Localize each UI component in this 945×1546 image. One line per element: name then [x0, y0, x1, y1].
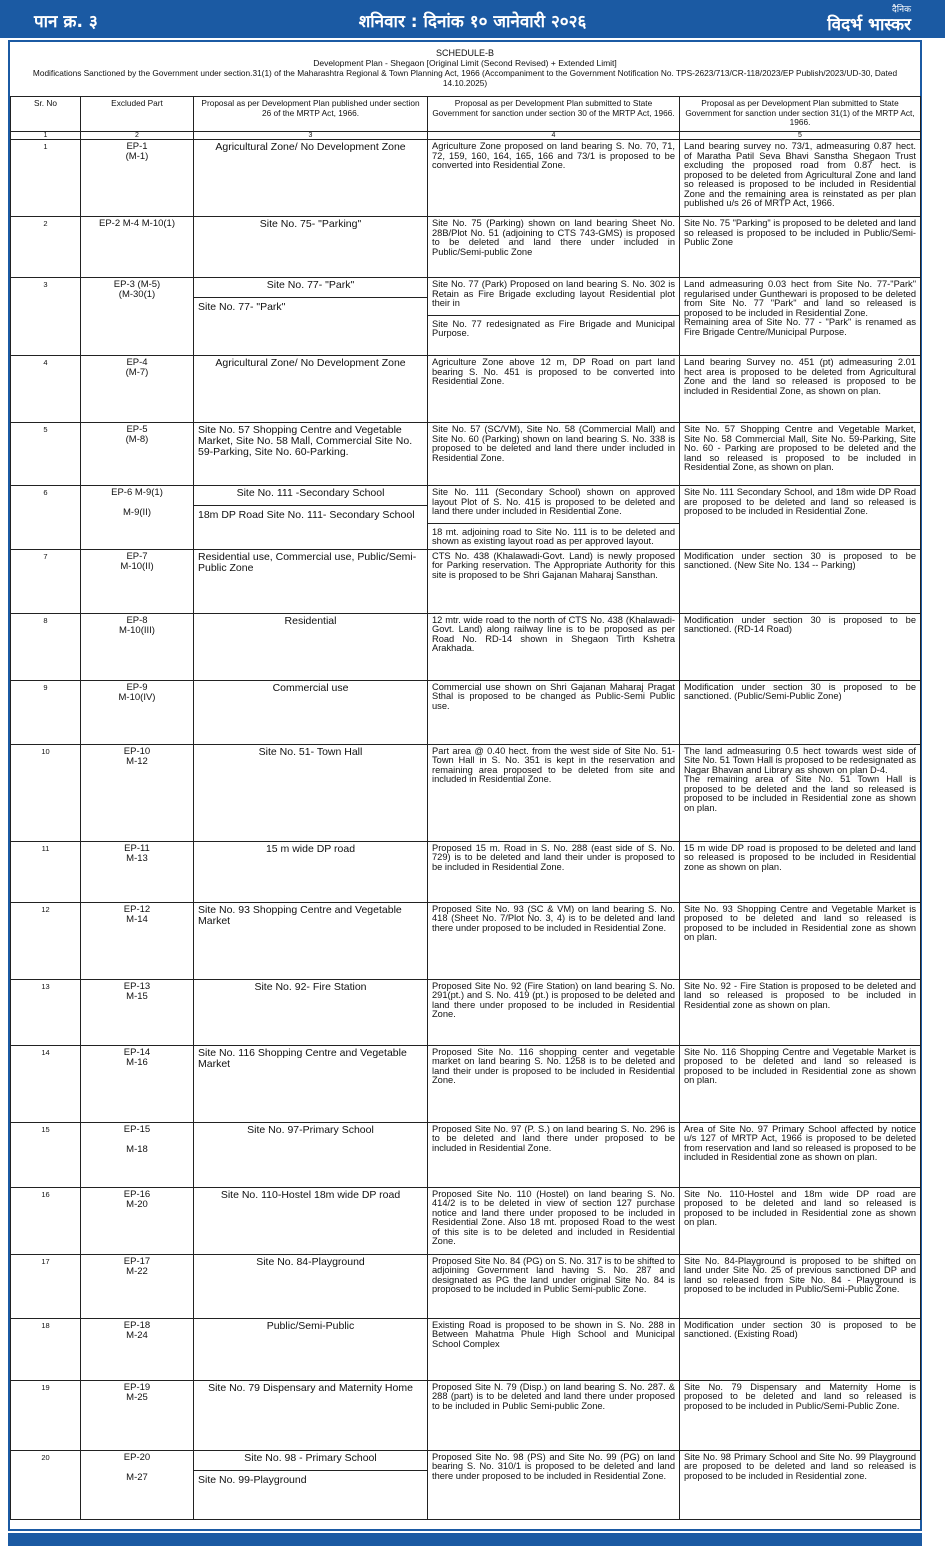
cell-section-30 — [428, 1254, 680, 1318]
cell-excluded-part — [81, 278, 194, 356]
cell-section-26 — [194, 1045, 428, 1122]
table-row — [11, 549, 921, 613]
cell-section-30-text: Site No. 75 (Parking) shown on land bearing Sheet No. 28B/Plot No. 51 (adjoining to CTS 743-GMS) is proposed to be deleted and land there under included in Public/Semi-public Zone — [432, 218, 675, 257]
cell-excluded-part — [81, 486, 194, 550]
cell-section-26-text: Site No. 84-Playground — [256, 1255, 365, 1268]
cell-excluded-part-text: EP-13 M-15 — [123, 980, 151, 1002]
cell-section-31 — [680, 680, 921, 744]
cell-section-26 — [194, 549, 428, 613]
cell-section-30 — [428, 902, 680, 979]
cell-section-26-text: Site No. 77- "Park" — [266, 279, 355, 291]
table-row — [11, 841, 921, 902]
cell-section-31 — [680, 1187, 921, 1254]
col-number: 1 — [11, 132, 81, 140]
cell-excluded-part-text: EP-1 (M-1) — [125, 141, 149, 162]
cell-section-30-text: Proposed Site N. 79 (Disp.) on land bearing S. No. 287. & 288 (part) is to be deleted and land there under proposed to be included in Public Semi-public Zone. — [432, 1381, 675, 1411]
cell-excluded-part — [81, 744, 194, 841]
cell-sr-no-text: 8 — [43, 615, 48, 625]
cell-section-30-text: Proposed Site No. 84 (PG) on S. No. 317 is to be shifted to adjoining Government land having S. No. 287 and designated as PG the land under original Site No. 84 is proposed to be included in Public Semi-public Zone. — [432, 1255, 675, 1294]
cell-section-30-text: Commercial use shown on Shri Gajanan Maharaj Pragat Sthal is proposed to be changed as Public-Semi Public use. — [432, 681, 675, 711]
cell-section-30 — [428, 613, 680, 680]
cell-sr-no — [11, 841, 81, 902]
cell-section-26-text: Site No. 92- Fire Station — [254, 980, 367, 993]
cell-section-26-text: Site No. 98 - Primary School — [244, 1451, 377, 1464]
cell-sr-no-text: 4 — [43, 358, 48, 367]
cell-sr-no-text: 13 — [41, 981, 50, 991]
cell-sr-no-text: 3 — [43, 280, 48, 289]
cell-section-26 — [194, 979, 428, 1045]
cell-section-30-text: Proposed Site No. 92 (Fire Station) on land bearing S. No. 291(pt.) and S. No. 419 (pt.) is proposed to be deleted and land there under proposed to be included in Residential Zone. — [432, 980, 675, 1019]
cell-section-30-text: Proposed Site No. 93 (SC & VM) on land bearing S. No. 418 (Sheet No. 7/Plot No. 3, 4) is to be deleted and land there under proposed to be included in Residential Zone. — [432, 903, 675, 933]
cell-section-26-text: Site No. 110-Hostel 18m wide DP road — [220, 1188, 401, 1201]
cell-section-31-text: Site No. 93 Shopping Centre and Vegetable Market is proposed to be deleted and land so released is proposed to be included in Residential zone as shown on plan. — [684, 903, 916, 942]
cell-sr-no — [11, 140, 81, 217]
col-header-sr-no: Sr. No — [11, 97, 81, 132]
table-row — [11, 486, 921, 550]
cell-section-31-text: Site No. 84-Playground is proposed to be shifted on land under Site No. 25 of previous sanctioned DP and land so released from Site No. 84 - Playground is proposed to be included in Public/Semi-Public Zone. — [684, 1255, 916, 1294]
cell-section-30 — [428, 979, 680, 1045]
cell-section-26-text: Site No. 111 -Secondary School — [236, 487, 385, 499]
cell-section-30-text: Part area @ 0.40 hect. from the west side of Site No. 51-Town Hall in S. No. 351 is kept in the reservation and remaining area proposed to be deleted from site and included in Residential Zone. — [432, 745, 675, 784]
cell-section-26 — [194, 902, 428, 979]
cell-sr-no-text: 14 — [41, 1047, 50, 1057]
cell-sr-no-text: 18 — [41, 1320, 50, 1330]
col-header-section-31: Proposal as per Development Plan submitted to State Government for sanction under section 31(1) of the MRTP Act, 1966. — [680, 97, 921, 132]
cell-section-30-text: 12 mtr. wide road to the north of CTS No. 438 (Khalawadi-Govt. Land) along railway line is to be proposed as per Road No. RD-14 shown in Shegaon Tirth Kshetra Arakhada. — [432, 614, 675, 653]
table-row — [11, 1450, 921, 1519]
table-row — [11, 140, 921, 217]
cell-section-26-text: Agricultural Zone/ No Development Zone — [215, 357, 406, 369]
col-header-section-26: Proposal as per Development Plan published under section 26 of the MRTP Act, 1966. — [194, 97, 428, 132]
cell-excluded-part — [81, 613, 194, 680]
cell-sr-no — [11, 613, 81, 680]
schedule-subtitle: Development Plan - Shegaon [Original Limit (Second Revised) + Extended Limit] — [313, 58, 617, 68]
cell-section-30 — [428, 423, 680, 486]
schedule-modifications-note: Modifications Sanctioned by the Government under section.31(1) of the Maharashtra Regional & Town Planning Act, 1966 (Accompaniment to the Government Notification No. TPS-2623/713/CR-118/2023/EP Publish/2023/UD-30, Dated 14.10.2025) — [32, 68, 898, 88]
cell-sr-no — [11, 1450, 81, 1519]
cell-sr-no-text: 1 — [43, 142, 48, 151]
cell-section-30 — [428, 217, 680, 278]
cell-section-31 — [680, 549, 921, 613]
cell-section-31 — [680, 1254, 921, 1318]
cell-sr-no — [11, 979, 81, 1045]
cell-excluded-part-text: EP-12 M-14 — [123, 903, 151, 925]
cell-sr-no — [11, 356, 81, 423]
cell-section-26-secondary-text: Site No. 99-Playground — [194, 1470, 427, 1486]
cell-section-26-text: Site No. 97-Primary School — [247, 1123, 374, 1136]
schedule-title: SCHEDULE-B — [435, 48, 494, 58]
cell-excluded-part — [81, 356, 194, 423]
cell-section-30 — [428, 1318, 680, 1380]
cell-excluded-part — [81, 1380, 194, 1450]
cell-excluded-part — [81, 549, 194, 613]
cell-section-26-text: Site No. 57 Shopping Centre and Vegetable Market, Site No. 58 Mall, Commercial Site No. 59-Parking, Site No. 60-Parking. — [198, 424, 413, 458]
cell-section-30 — [428, 1122, 680, 1187]
cell-excluded-part — [81, 1187, 194, 1254]
cell-section-30 — [428, 356, 680, 423]
schedule-notice — [8, 40, 922, 1531]
schedule-header — [10, 42, 920, 88]
table-row — [11, 744, 921, 841]
cell-section-30-text: Site No. 77 (Park) Proposed on land bearing S. No. 302 is Retain as Fire Brigade excluding layout Residential plot their in — [432, 279, 675, 308]
cell-section-31-text: Modification under section 30 is proposed to be sanctioned. (Public/Semi-Public Zone) — [684, 681, 916, 701]
cell-sr-no-text: 12 — [41, 904, 50, 914]
cell-excluded-part-text: EP-16 M-20 — [123, 1188, 151, 1210]
cell-section-30 — [428, 1450, 680, 1519]
cell-excluded-part-text: EP-3 (M-5) (M-30(1) — [113, 279, 161, 300]
cell-section-30 — [428, 744, 680, 841]
cell-sr-no-text: 6 — [43, 488, 48, 497]
cell-section-26 — [194, 423, 428, 486]
cell-section-31-text: The land admeasuring 0.5 hect towards west side of Site No. 51 Town Hall is proposed to be redesignated as Nagar Bhavan and Library as shown on plan D-4. The remaining area of Site No. 51 Town Hall is proposed to be deleted and the land so released is proposed to be included in Residential zone as shown on plan. — [684, 745, 916, 813]
cell-section-26-text: 15 m wide DP road — [265, 842, 356, 855]
col-number: 4 — [428, 132, 680, 140]
cell-sr-no-text: 16 — [41, 1189, 50, 1199]
cell-section-31 — [680, 979, 921, 1045]
cell-section-26-text: Residential use, Commercial use, Public/Semi-Public Zone — [198, 550, 417, 574]
cell-section-31-text: Area of Site No. 97 Primary School affected by notice u/s 127 of MRTP Act, 1966 is proposed to be deleted from reservation and land so released is proposed to be included in Residential zone as shown on plan. — [684, 1123, 916, 1162]
cell-section-30 — [428, 140, 680, 217]
cell-section-31 — [680, 423, 921, 486]
cell-sr-no-text: 7 — [43, 551, 48, 561]
cell-sr-no — [11, 1318, 81, 1380]
table-row — [11, 278, 921, 356]
cell-section-30-text: Proposed Site No. 110 (Hostel) on land bearing S. No. 414/2 is to be deleted in view of section 127 purchase notice and land there under proposed to be included in Residential Zone. Also 18 mt. proposed Road to the west of this site is to be deleted and included in Residential Zone. — [432, 1188, 675, 1246]
cell-section-30 — [428, 1045, 680, 1122]
cell-section-26-text: Agricultural Zone/ No Development Zone — [215, 141, 406, 153]
table-row — [11, 902, 921, 979]
cell-section-26 — [194, 140, 428, 217]
cell-section-30-secondary-text: 18 mt. adjoining road to Site No. 111 is to be deleted and shown as existing layout road as per approved layout. — [428, 523, 679, 547]
cell-sr-no-text: 20 — [41, 1452, 50, 1462]
table-row — [11, 680, 921, 744]
cell-section-31-text: Site No. 92 - Fire Station is proposed to be deleted and land so released is proposed to be included in Residential zone as shown on plan. — [684, 980, 916, 1010]
cell-sr-no-text: 19 — [41, 1382, 50, 1392]
cell-excluded-part — [81, 680, 194, 744]
table-row — [11, 1122, 921, 1187]
cell-excluded-part — [81, 902, 194, 979]
table-row — [11, 423, 921, 486]
cell-section-31 — [680, 486, 921, 550]
cell-excluded-part — [81, 423, 194, 486]
cell-section-31-text: Land bearing Survey no. 451 (pt) admeasuring 2.01 hect area is proposed to be deleted from Agricultural Zone and the land so released is proposed to be included in Residential Zone, as shown on plan. — [684, 357, 916, 396]
col-number: 2 — [81, 132, 194, 140]
cell-section-31 — [680, 613, 921, 680]
cell-excluded-part-text: EP-14 M-16 — [123, 1046, 151, 1068]
cell-section-31 — [680, 1380, 921, 1450]
cell-section-26 — [194, 1254, 428, 1318]
cell-sr-no-text: 10 — [41, 746, 50, 756]
cell-excluded-part-text: EP-6 M-9(1) M-9(II) — [111, 487, 163, 518]
cell-section-31 — [680, 217, 921, 278]
cell-section-31-text: 15 m wide DP road is proposed to be deleted and land so released is proposed to be included in Residential zone as shown on plan. — [684, 842, 916, 872]
cell-section-31 — [680, 140, 921, 217]
cell-section-26-text: Site No. 79 Dispensary and Maternity Home — [208, 1381, 413, 1394]
column-number-row — [11, 132, 921, 140]
table-header-row — [11, 97, 921, 132]
table-row — [11, 1318, 921, 1380]
cell-excluded-part — [81, 1254, 194, 1318]
cell-excluded-part-text: EP-5 (M-8) — [125, 424, 149, 445]
cell-sr-no — [11, 902, 81, 979]
cell-section-31-text: Site No. 57 Shopping Centre and Vegetable Market, Site No. 58 Commercial Mall, Site No. 59-Parking, Site No. 60 - Parking are proposed to be deleted and the land so released is proposed to be included in Residential Zone, as shown on plan. — [684, 424, 916, 472]
cell-section-31 — [680, 278, 921, 356]
cell-section-30-text: Proposed Site No. 98 (PS) and Site No. 99 (PG) on land bearing S. No. 310/1 is proposed to be deleted and land there under proposed to be included in Residential Zone. — [432, 1451, 675, 1481]
cell-excluded-part — [81, 979, 194, 1045]
cell-excluded-part — [81, 1318, 194, 1380]
cell-section-30-text: CTS No. 438 (Khalawadi-Govt. Land) is newly proposed for Parking reservation. The Appropriate Authority for this site is proposed to be Shri Gajanan Maharaj Sansthan. — [432, 550, 675, 580]
cell-section-31-text: Site No. 75 "Parking" is proposed to be deleted and land so released is proposed to be included in Public/Semi-Public Zone — [684, 218, 916, 247]
cell-section-26-text: Site No. 51- Town Hall — [258, 745, 363, 758]
cell-section-26 — [194, 1122, 428, 1187]
cell-section-31 — [680, 1122, 921, 1187]
cell-section-26-text: Site No. 93 Shopping Centre and Vegetable Market — [198, 903, 402, 927]
cell-sr-no-text: 17 — [41, 1256, 50, 1266]
cell-section-26 — [194, 1450, 428, 1519]
cell-sr-no — [11, 1045, 81, 1122]
cell-section-26 — [194, 1318, 428, 1380]
cell-section-26-text: Public/Semi-Public — [266, 1319, 355, 1332]
cell-section-31-text: Land admeasuring 0.03 hect from Site No. 77-"Park" regularised under Gunthewari is proposed to be deleted from Site No. 77 "Park" and land so released is proposed to be included in Residential Zone. Remaining area of Site No. 77 - "Park" is renamed as Fire Brigade Centre/Municipal Purpose. — [684, 279, 916, 337]
cell-section-31 — [680, 841, 921, 902]
newspaper-masthead — [0, 0, 945, 38]
cell-section-31 — [680, 1450, 921, 1519]
cell-section-26 — [194, 680, 428, 744]
cell-excluded-part-text: EP-2 M-4 M-10(1) — [98, 218, 175, 229]
cell-section-26-secondary-text: Site No. 77- "Park" — [194, 297, 427, 313]
cell-sr-no-text: 5 — [43, 425, 48, 434]
cell-section-26-text: Site No. 75- "Parking" — [259, 218, 362, 230]
cell-section-26 — [194, 356, 428, 423]
cell-excluded-part — [81, 217, 194, 278]
cell-sr-no — [11, 1187, 81, 1254]
table-row — [11, 356, 921, 423]
cell-excluded-part — [81, 1045, 194, 1122]
cell-section-26 — [194, 278, 428, 356]
page-number: पान क्र. ३ — [34, 12, 98, 32]
table-row — [11, 613, 921, 680]
cell-excluded-part — [81, 841, 194, 902]
footer-bar — [8, 1533, 922, 1546]
cell-excluded-part-text: EP-7 M-10(II) — [120, 550, 154, 572]
schedule-table — [10, 96, 921, 1520]
cell-excluded-part-text: EP-4 (M-7) — [125, 357, 149, 378]
table-row — [11, 1045, 921, 1122]
cell-section-30 — [428, 841, 680, 902]
cell-section-31-text: Site No. 111 Secondary School, and 18m wide DP Road are proposed to be deleted and land so released is proposed to be included in Residential Zone. — [684, 487, 916, 516]
cell-section-30-text: Site No. 111 (Secondary School) shown on approved layout Plot of S. No. 415 is proposed to be deleted and land there under included in Residential Zone. — [432, 487, 675, 516]
cell-excluded-part-text: EP-10 M-12 — [123, 745, 151, 767]
cell-section-30-text: Site No. 57 (SC/VM), Site No. 58 (Commercial Mall) and Site No. 60 (Parking) shown on land bearing S. No. 338 is proposed to be deleted and land there under included in Residential Zone. — [432, 424, 675, 463]
cell-section-30-secondary-text: Site No. 77 redesignated as Fire Brigade and Municipal Purpose. — [428, 315, 679, 339]
cell-sr-no-text: 15 — [41, 1124, 50, 1134]
cell-sr-no — [11, 486, 81, 550]
cell-section-26 — [194, 1187, 428, 1254]
cell-sr-no-text: 2 — [43, 219, 48, 228]
cell-section-26-text: Site No. 116 Shopping Centre and Vegetable Market — [198, 1046, 407, 1070]
cell-sr-no-text: 9 — [43, 682, 48, 692]
cell-section-26 — [194, 613, 428, 680]
cell-section-31 — [680, 1318, 921, 1380]
cell-section-31-text: Modification under section 30 is proposed to be sanctioned. (New Site No. 134 -- Parking) — [684, 550, 916, 570]
cell-section-31 — [680, 1045, 921, 1122]
cell-section-30 — [428, 278, 680, 356]
cell-section-26 — [194, 1380, 428, 1450]
cell-excluded-part-text: EP-20 M-27 — [123, 1451, 151, 1483]
cell-section-30-text: Agriculture Zone proposed on land bearing S. No. 70, 71, 72, 159, 160, 164, 165, 166 and 73/1 is proposed to be converted into Residential Zone. — [432, 141, 675, 170]
cell-sr-no — [11, 549, 81, 613]
cell-section-30-text: Agriculture Zone above 12 m, DP Road on part land bearing S. No. 451 is proposed to be converted into Residential Zone. — [432, 357, 675, 386]
cell-excluded-part-text: EP-11 M-13 — [124, 842, 150, 864]
cell-section-30-text: Proposed 15 m. Road in S. No. 288 (east side of S. No. 729) is to be deleted and land their under is proposed to be included in Residential Zone. — [432, 842, 675, 872]
cell-sr-no — [11, 1380, 81, 1450]
brand-name: विदर्भ भास्कर — [827, 15, 911, 35]
cell-section-30-text: Existing Road is proposed to be shown in S. No. 288 in Between Mahatma Phule High School and Municipal School Complex — [432, 1319, 675, 1349]
cell-sr-no — [11, 278, 81, 356]
cell-excluded-part-text: EP-18 M-24 — [123, 1319, 151, 1341]
cell-excluded-part-text: EP-9 M-10(IV) — [118, 681, 156, 703]
cell-section-31-text: Modification under section 30 is proposed to be sanctioned. (RD-14 Road) — [684, 614, 916, 634]
col-header-excluded-part: Excluded Part — [81, 97, 194, 132]
newspaper-brand — [827, 2, 911, 35]
cell-sr-no — [11, 1254, 81, 1318]
cell-excluded-part — [81, 1450, 194, 1519]
cell-excluded-part-text: EP-19 M-25 — [123, 1381, 151, 1403]
col-number: 5 — [680, 132, 921, 140]
col-header-section-30: Proposal as per Development Plan submitted to State Government for sanction under section 30 of the MRTP Act, 1966. — [428, 97, 680, 132]
cell-section-30 — [428, 1187, 680, 1254]
cell-excluded-part — [81, 140, 194, 217]
cell-section-31-text: Site No. 116 Shopping Centre and Vegetable Market is proposed to be deleted and land so released is proposed to be included in Residential zone as shown on plan. — [684, 1046, 916, 1085]
table-row — [11, 1254, 921, 1318]
cell-section-30 — [428, 549, 680, 613]
cell-section-30-text: Proposed Site No. 97 (P. S.) on land bearing S. No. 296 is to be deleted and land there under proposed to be included in Residential Zone. — [432, 1123, 675, 1153]
brand-tagline: दैनिक — [891, 5, 911, 15]
cell-section-26 — [194, 486, 428, 550]
cell-excluded-part-text: EP-8 M-10(III) — [119, 614, 155, 636]
cell-section-30-text: Proposed Site No. 116 shopping center and vegetable market on land bearing S. No. 1258 is to be deleted and land their under is proposed to be included in Residential Zone. — [432, 1046, 675, 1085]
cell-section-31 — [680, 744, 921, 841]
table-row — [11, 217, 921, 278]
cell-section-31-text: Modification under section 30 is proposed to be sanctioned. (Existing Road) — [684, 1319, 916, 1339]
cell-sr-no — [11, 1122, 81, 1187]
cell-section-31-text: Site No. 110-Hostel and 18m wide DP road are proposed to be deleted and land so released is proposed to be included in Residential zone as shown on plan. — [684, 1188, 916, 1227]
cell-excluded-part — [81, 1122, 194, 1187]
cell-section-30 — [428, 1380, 680, 1450]
cell-sr-no-text: 11 — [41, 843, 50, 853]
cell-section-26 — [194, 744, 428, 841]
cell-section-31 — [680, 902, 921, 979]
cell-section-26-text: Residential — [284, 614, 337, 627]
cell-section-31 — [680, 356, 921, 423]
col-number: 3 — [194, 132, 428, 140]
cell-sr-no — [11, 680, 81, 744]
cell-sr-no — [11, 217, 81, 278]
cell-section-31-text: Site No. 98 Primary School and Site No. 99 Playground are proposed to be deleted and land so released is proposed to be included in Residential zone. — [684, 1451, 916, 1481]
cell-section-26-secondary-text: 18m DP Road Site No. 111- Secondary School — [194, 505, 427, 521]
table-row — [11, 979, 921, 1045]
cell-section-26-text: Commercial use — [272, 681, 349, 694]
cell-section-26 — [194, 217, 428, 278]
cell-section-30 — [428, 486, 680, 550]
publication-date: शनिवार : दिनांक १० जानेवारी २०२६ — [358, 12, 587, 32]
cell-section-31-text: Site No. 79 Dispensary and Maternity Home is proposed to be deleted and land so released is proposed to be included in Public/Semi-Public Zone. — [684, 1381, 916, 1411]
cell-section-26 — [194, 841, 428, 902]
cell-section-31-text: Land bearing survey no. 73/1, admeasuring 0.87 hect. of Maratha Patil Seva Bhavi Sanstha Shegaon Trust excluding the proposed road from 0.87 hect. is proposed to be deleted from Agricultural Zone and land so released is proposed to be included in Residential Zone and the remaining area is reinstated as per plan published u/s 26 of MRTP Act, 1966. — [684, 141, 916, 208]
table-row — [11, 1380, 921, 1450]
cell-sr-no — [11, 423, 81, 486]
table-row — [11, 1187, 921, 1254]
cell-sr-no — [11, 744, 81, 841]
cell-excluded-part-text: EP-17 M-22 — [123, 1255, 151, 1277]
cell-section-30 — [428, 680, 680, 744]
cell-excluded-part-text: EP-15 M-18 — [123, 1123, 151, 1155]
